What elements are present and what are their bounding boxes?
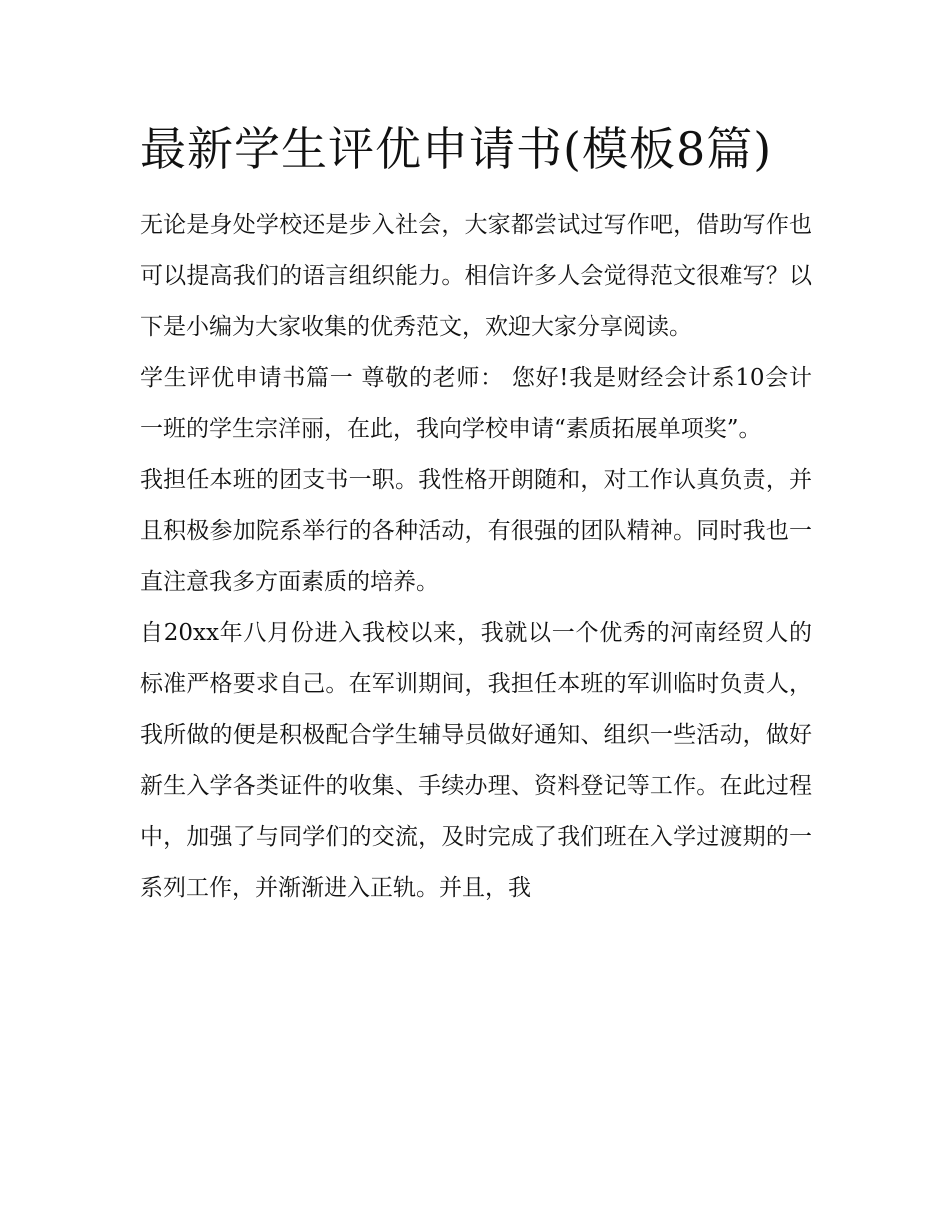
paragraph-experience: 自20xx年八月份进入我校以来，我就以一个优秀的河南经贸人的标准严格要求自己。在军训期间，我担任本班的军训临时负责人，我所做的便是积极配合学生辅导员做好通知、组织一些活动，做好新生入学各类证件的收集、手续办理、资料登记等工作。在此过程中，加强了与同学们的交流，及时完成了我们班在入学过渡期的一系列工作，并渐渐进入正轨。并且，我 (140, 620, 812, 901)
document-title: 最新学生评优申请书(模板8篇) (140, 122, 773, 176)
document-body (140, 112, 812, 914)
paragraph-greeting: 学生评优申请书篇一 尊敬的老师： 您好!我是财经会计系10会计一班的学生宗洋丽，在此，我向学校申请“素质拓展单项奖”。 (140, 365, 812, 442)
paragraph-intro: 无论是身处学校还是步入社会，大家都尝试过写作吧，借助写作也可以提高我们的语言组织能力。相信许多人会觉得范文很难写？以下是小编为大家收集的优秀范文，欢迎大家分享阅读。 (140, 212, 812, 340)
paragraph-role: 我担任本班的团支书一职。我性格开朗随和，对工作认真负责，并且积极参加院系举行的各种活动，有很强的团队精神。同时我也一直注意我多方面素质的培养。 (140, 467, 812, 595)
